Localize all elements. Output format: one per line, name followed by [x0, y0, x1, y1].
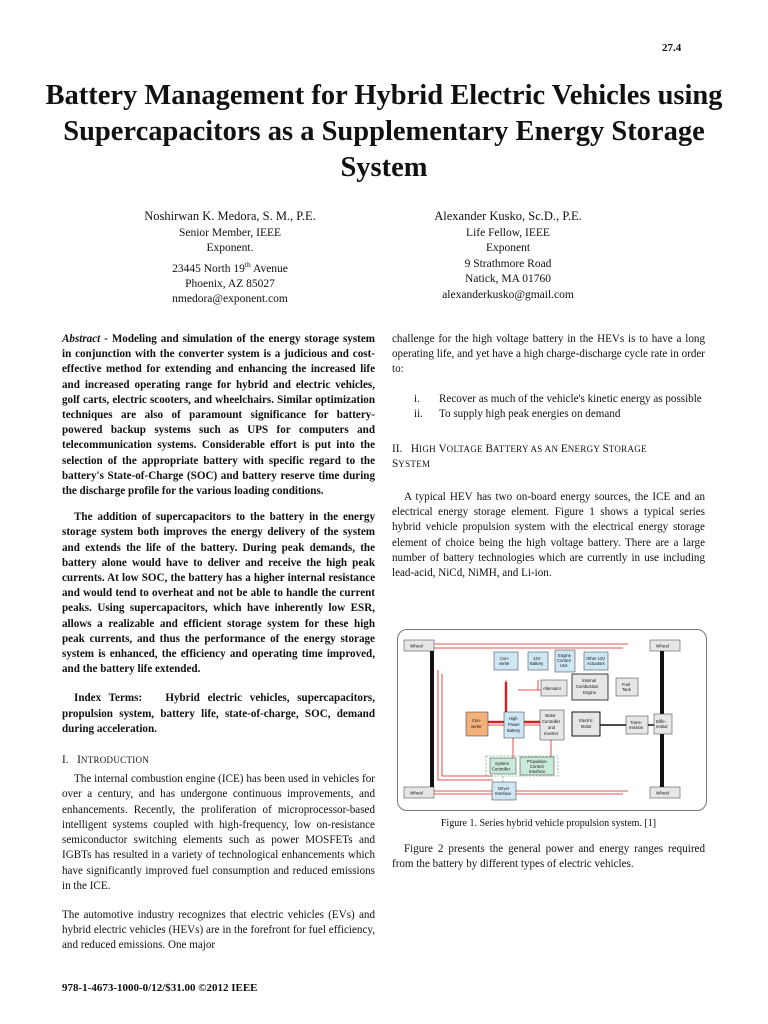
index-terms-label: Index Terms: [74, 692, 143, 705]
system-controller-label: Controller [492, 766, 511, 772]
heading-smallcaps: IGH [419, 444, 439, 455]
heading-smallcaps: YSTEM [398, 459, 431, 470]
author-email[interactable]: alexanderkusko@gmail.com [442, 288, 574, 301]
transmission-label: mission [629, 725, 644, 730]
engine-control-label: Engine [558, 653, 572, 658]
author-org: Exponent. [206, 242, 254, 254]
motor-controller-label: Controller [542, 719, 561, 724]
copyright-footer: 978-1-4673-1000-0/12/$31.00 ©2012 IEEE [62, 982, 258, 994]
converter-left-label: verter [471, 724, 482, 729]
section-numeral: II. [392, 443, 403, 456]
engine-control-label: Control [557, 658, 571, 663]
motor-controller-label: Motor [545, 713, 556, 718]
converter-top-label: Con- [500, 656, 510, 661]
author-org: Exponent [485, 242, 531, 254]
author-membership: Senior Member, IEEE [178, 226, 282, 239]
propulsion-control-label: Propulsion [527, 759, 547, 764]
figure-1-caption: Figure 1. Series hybrid vehicle propulsion system. [1] [440, 818, 657, 829]
abstract-paragraph [62, 332, 375, 499]
challenge-paragraph: challenge for the high voltage battery in the HEVs is to have a long operating life, and yet have a high charge-discharge cycle rate in order to: [392, 333, 705, 376]
author-email[interactable]: nmedora@exponent.com [172, 293, 288, 306]
section-rest: NTRODUCTION [80, 755, 150, 766]
driver-interface-label: Driver [498, 786, 510, 791]
section-heading-introduction [62, 753, 375, 768]
ice-label: Engine [583, 690, 597, 695]
electric-motor-label: Electric [579, 718, 593, 723]
section-initial: I [77, 754, 81, 767]
index-terms-text: Hybrid electric vehicles, supercapacitors, propulsion system, battery life, state-of-charge, SOC, demand during acceleration. [62, 692, 375, 735]
hp-battery-label: High [509, 716, 518, 721]
driver-interface-label: Interface [495, 791, 512, 796]
heading-smallcaps: TORAGE [608, 444, 647, 455]
heading-smallcaps: NERGY [567, 444, 603, 455]
heading-letter: V [438, 443, 447, 456]
list-text: To supply high peak energies on demand [439, 407, 621, 420]
motor-controller-label: and [548, 725, 555, 730]
propulsion-control-label: Interface [529, 769, 546, 774]
heading-letter: B [485, 443, 493, 456]
intro-paragraph-1: The internal combustion engine (ICE) has been used in vehicles for over a century, and has undergone continuous improvements, and enhancements. Recently, the proliferation of microprocessor-based intelligent systems coupled with high-frequency, low on-resistance semiconductor switching elements such as power MOSFETs and IGBTs has resulted in a variety of technological enhancements which have significantly improved fuel consumption and reduced emissions in the ICE. [62, 773, 375, 892]
author-address [100, 257, 360, 277]
abstract-paragraph-2: The addition of supercapacitors to the battery in the energy storage system both improves the energy delivery of the system and extends the life of the battery. During peak demands, the battery alone would have to deliver and receive the high peak currents. At low SOC, the battery has a higher internal resistance and would tend to overheat and not be able to handle the current peaks. Using supercapacitors, which have inherently low ESR, allows a realizable and efficient storage system for these high peak currents, and thus the performance of the energy storage system is enhanced, the efficiency and operating time improved, and the battery life extended. [62, 511, 375, 676]
heading-letter: E [560, 443, 568, 456]
index-terms [62, 691, 375, 737]
intro-paragraph-2: The automotive industry recognizes that electric vehicles (EVs) and hybrid electric vehicles (HEVs) are in the forefront for fuel efficiency, and reduced emissions. One major [62, 908, 375, 952]
abstract-label: Abstract [62, 333, 101, 345]
list-text: Recover as much of the vehicle's kinetic energy as possible [439, 392, 702, 405]
figure-2-paragraph: Figure 2 presents the general power and energy ranges required from the battery by different types of electric vehicles. [392, 843, 705, 871]
motor-controller-label: Inverter [544, 731, 559, 736]
propulsion-system-svg [398, 630, 706, 810]
differential-label: rential [656, 724, 668, 729]
address-number: 23445 North 19 [172, 262, 245, 275]
ice-label: Internal [582, 678, 596, 683]
list-item [392, 407, 705, 422]
list-number: i. [414, 392, 420, 405]
wheel-label: Wheel [656, 643, 670, 649]
other-actuators-label: Other 12V [586, 656, 606, 661]
author-name: Noshirwan K. Medora, S. M., P.E. [144, 209, 316, 223]
section-numeral: I. [62, 754, 69, 767]
fuel-tank-label: Fuel [622, 682, 631, 687]
objectives-list [392, 392, 705, 422]
differential-label: Diffe- [656, 719, 666, 724]
figure-1-diagram [397, 629, 707, 811]
axle-left [430, 651, 434, 787]
transmission-label: Trans- [630, 720, 642, 725]
wheel-label: Wheel [410, 790, 424, 796]
right-column-lower [392, 842, 705, 872]
section-heading-hv-battery [392, 442, 705, 472]
fuel-tank-label: Tank [622, 687, 631, 692]
heading-letter: H [410, 443, 420, 456]
abstract-text: - Modeling and simulation of the energy storage system in conjunction with the converter system is a judicious and cost-effective method for extending and enhancing the increased life and increased operating range for hybrid and electric vehicles, golf carts, electric scooters, and wheelchairs. Similar optimization techniques are also of paramount significance for battery-powered backup systems such as UPS for computers and telecommunication systems. Considerable effort is put into the selection of the appropriate battery with specific regard to the battery's State-of-Charge (SOC) and battery reserve time during the discharge profile for the various loading conditions. [62, 333, 375, 498]
heading-letter: S [392, 458, 399, 471]
address-street: Avenue [250, 262, 288, 275]
converter-top-label: verter [499, 661, 510, 666]
author-name: Alexander Kusko, Sc.D., P.E. [434, 209, 582, 223]
author-membership: Life Fellow, IEEE [466, 226, 550, 239]
heading-smallcaps: OLTAGE [446, 444, 486, 455]
propulsion-control-label: Control [530, 764, 544, 769]
engine-control-label: Unit [560, 663, 568, 668]
author-block-1 [100, 209, 360, 308]
page-number: 27.4 [662, 42, 682, 54]
converter-left-label: Con- [472, 718, 482, 723]
system-controller-label: System [495, 761, 509, 766]
heading-letter: S [602, 443, 609, 456]
electric-motor-label: Motor [581, 724, 592, 729]
hp-battery-label: Power [508, 722, 520, 727]
list-item [392, 392, 705, 407]
battery-12v-label: Battery [530, 661, 544, 666]
hp-battery-label: Battery [507, 728, 521, 733]
ice-label: Combustion [576, 684, 599, 689]
wheel-label: Wheel [656, 790, 670, 796]
list-number: ii. [414, 407, 423, 420]
other-actuators-label: Actuators [587, 661, 605, 666]
author-address: 9 Strathmore Road [464, 257, 552, 270]
author-city: Phoenix, AZ 85027 [185, 277, 275, 290]
author-city: Natick, MA 01760 [465, 273, 551, 285]
heading-smallcaps: ATTERY AS AN [492, 444, 561, 455]
paper-title: Battery Management for Hybrid Electric Vehicles using Supercapacitors as a Supplementary Energy Storage System [45, 80, 723, 183]
battery-12v-label: 12V [533, 656, 541, 661]
right-column [392, 332, 705, 581]
hv-battery-paragraph: A typical HEV has two on-board energy sources, the ICE and an electrical energy storage element. Figure 1 shows a typical series hybrid vehicle propulsion system with the electrical energy storage element of choice being the high voltage battery. There are a large number of battery technologies which are currently in use including lead-acid, NiCd, NiMH, and Li-ion. [392, 491, 705, 580]
wheel-label: Wheel [410, 643, 424, 649]
left-column [62, 332, 375, 954]
address-ordinal: th [244, 259, 251, 269]
author-block-2 [378, 209, 638, 303]
alternator-label: Alternator [543, 686, 562, 691]
